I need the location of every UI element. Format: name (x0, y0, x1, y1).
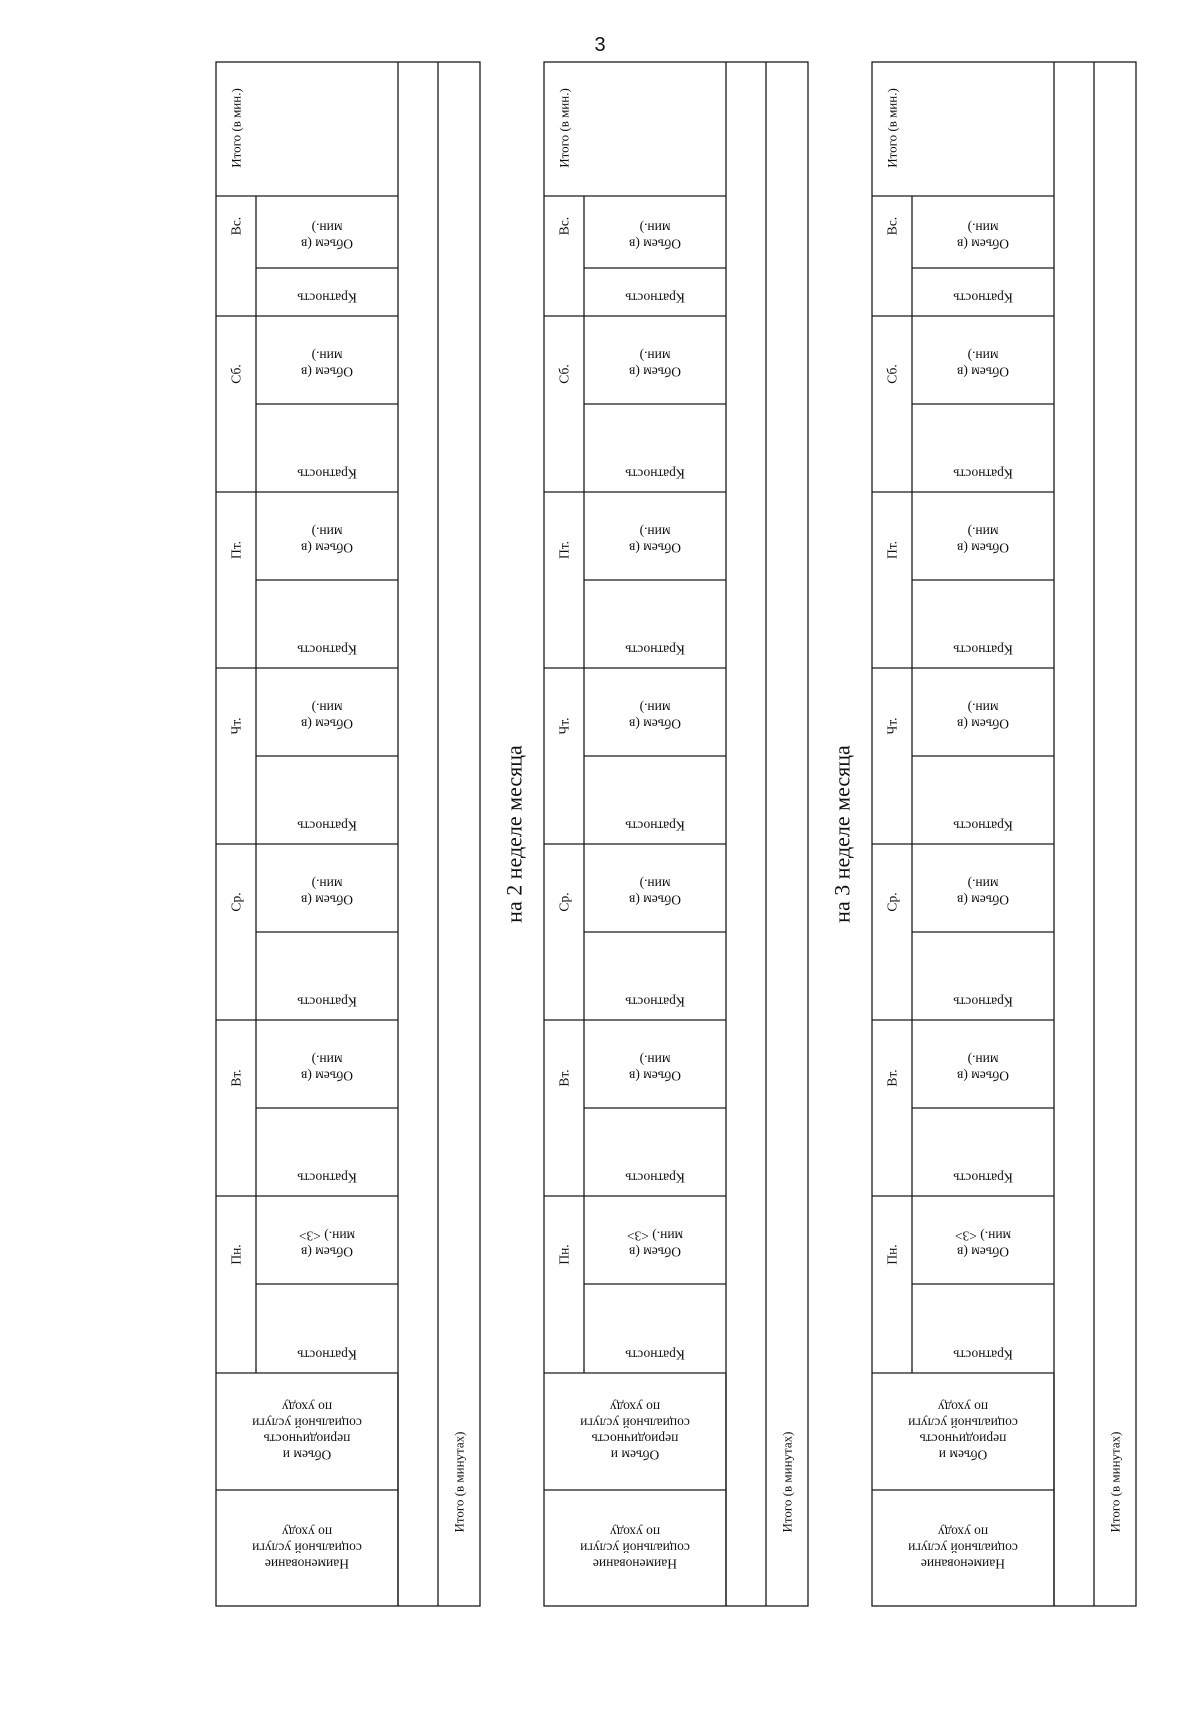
day-label-2 (229, 892, 244, 911)
svg-text:мин.): мин.) (311, 700, 343, 716)
svg-text:мин.): мин.) (639, 220, 671, 236)
svg-text:Вс.: Вс. (556, 216, 572, 236)
svg-text:социальной услуги: социальной услуги (580, 1540, 690, 1556)
svg-text:социальной услуги: социальной услуги (908, 1540, 1018, 1556)
frequency-header-5 (625, 467, 685, 482)
day-label-0 (885, 1244, 900, 1264)
day-label-1 (557, 1069, 572, 1086)
svg-text:Кратность: Кратность (297, 818, 357, 834)
svg-text:Итого (в мин.): Итого (в мин.) (884, 88, 900, 168)
volume-header-2 (957, 877, 1009, 908)
svg-text:Объем (в: Объем (в (300, 716, 354, 732)
svg-text:Ср.: Ср. (884, 892, 900, 912)
frequency-header-0 (625, 1348, 685, 1363)
frequency-header-1 (625, 1171, 685, 1186)
volume-header-4 (629, 525, 681, 556)
frequency-header-2 (625, 995, 685, 1010)
volume-header-1 (957, 1053, 1009, 1084)
svg-text:Кратность: Кратность (953, 1170, 1013, 1186)
day-label-6 (557, 217, 572, 235)
svg-text:мин.): мин.) (639, 1052, 671, 1068)
svg-text:Объем (в: Объем (в (300, 364, 354, 380)
day-label-6 (229, 217, 244, 235)
frequency-header-6 (625, 291, 685, 306)
svg-text:Наименование: Наименование (592, 1556, 678, 1572)
frequency-header-4 (625, 643, 685, 658)
frequency-header-3 (625, 819, 685, 834)
volume-header-1 (301, 1053, 353, 1084)
day-label-1 (229, 1069, 244, 1086)
total-minutes-header (452, 1432, 467, 1533)
volume-header-2 (301, 877, 353, 908)
day-label-6 (885, 217, 900, 235)
svg-text:Объем (в: Объем (в (300, 892, 354, 908)
frequency-header-2 (297, 995, 357, 1010)
svg-text:мин.): мин.) (967, 1052, 999, 1068)
svg-text:Чт.: Чт. (884, 717, 900, 735)
svg-text:Чт.: Чт. (556, 717, 572, 735)
svg-text:Объем и: Объем и (610, 1447, 660, 1463)
day-label-0 (229, 1244, 244, 1264)
svg-text:Кратность: Кратность (297, 290, 357, 306)
svg-text:по уходу: по уходу (937, 1399, 989, 1415)
svg-text:Итого (в минутах): Итого (в минутах) (1107, 1431, 1123, 1533)
frequency-header-4 (953, 643, 1013, 658)
svg-text:Объем (в: Объем (в (628, 892, 682, 908)
svg-text:Объем (в: Объем (в (628, 716, 682, 732)
total-minutes-header (1108, 1432, 1123, 1533)
svg-text:Чт.: Чт. (228, 717, 244, 735)
svg-text:Объем (в: Объем (в (956, 364, 1010, 380)
svg-text:по уходу: по уходу (281, 1399, 333, 1415)
svg-text:по уходу: по уходу (609, 1524, 661, 1540)
day-label-4 (229, 541, 244, 559)
svg-text:мин.): мин.) (311, 1052, 343, 1068)
day-label-2 (885, 892, 900, 911)
svg-text:Ср.: Ср. (228, 892, 244, 912)
volume-header-1 (629, 1053, 681, 1084)
svg-text:Объем (в: Объем (в (300, 1244, 354, 1260)
svg-text:мин.): мин.) (639, 876, 671, 892)
day-label-5 (557, 364, 572, 383)
frequency-header-0 (953, 1348, 1013, 1363)
volume-header-4 (301, 525, 353, 556)
svg-text:по уходу: по уходу (937, 1524, 989, 1540)
frequency-header-6 (953, 291, 1013, 306)
svg-text:мин.) <3>: мин.) <3> (954, 1228, 1012, 1244)
day-label-2 (557, 892, 572, 911)
volume-header-0 (627, 1229, 683, 1260)
svg-text:мин.): мин.) (639, 524, 671, 540)
svg-text:Пн.: Пн. (228, 1244, 244, 1265)
volume-periodicity-header (908, 1400, 1018, 1463)
svg-text:Объем (в: Объем (в (628, 1244, 682, 1260)
svg-text:Объем (в: Объем (в (300, 236, 354, 252)
svg-text:Пн.: Пн. (884, 1244, 900, 1265)
frequency-header-1 (953, 1171, 1013, 1186)
svg-text:Итого (в мин.): Итого (в мин.) (556, 88, 572, 168)
service-name-header (252, 1525, 362, 1572)
svg-text:Сб.: Сб. (228, 364, 244, 384)
svg-text:Кратность: Кратность (953, 290, 1013, 306)
svg-text:мин.): мин.) (311, 348, 343, 364)
volume-header-5 (629, 349, 681, 380)
svg-text:периодичность: периодичность (919, 1431, 1007, 1447)
svg-text:Кратность: Кратность (297, 994, 357, 1010)
svg-text:Кратность: Кратность (297, 1347, 357, 1363)
svg-text:Объем и: Объем и (938, 1447, 988, 1463)
week-caption-text: на 2 неделе месяца (501, 745, 527, 923)
day-label-1 (885, 1069, 900, 1086)
day-label-0 (557, 1244, 572, 1264)
svg-text:Вс.: Вс. (228, 216, 244, 236)
volume-header-3 (301, 701, 353, 732)
total-min-header (229, 88, 244, 168)
svg-text:Кратность: Кратность (953, 994, 1013, 1010)
svg-text:Кратность: Кратность (625, 818, 685, 834)
svg-text:периодичность: периодичность (591, 1431, 679, 1447)
frequency-header-2 (953, 995, 1013, 1010)
week-2-table (544, 62, 808, 1606)
svg-text:мин.): мин.) (967, 220, 999, 236)
day-label-3 (229, 717, 244, 734)
svg-text:мин.): мин.) (967, 348, 999, 364)
volume-header-2 (629, 877, 681, 908)
svg-text:Объем (в: Объем (в (628, 1068, 682, 1084)
svg-text:Кратность: Кратность (625, 642, 685, 658)
total-min-header (557, 88, 572, 168)
svg-text:мин.): мин.) (311, 524, 343, 540)
total-minutes-header (780, 1432, 795, 1533)
total-min-header (885, 88, 900, 168)
svg-text:Пн.: Пн. (556, 1244, 572, 1265)
svg-text:Объем (в: Объем (в (956, 1244, 1010, 1260)
svg-text:Вс.: Вс. (884, 216, 900, 236)
svg-text:Кратность: Кратность (953, 466, 1013, 482)
svg-text:Объем (в: Объем (в (956, 540, 1010, 556)
frequency-header-4 (297, 643, 357, 658)
svg-text:мин.) <3>: мин.) <3> (626, 1228, 684, 1244)
svg-text:Кратность: Кратность (953, 818, 1013, 834)
svg-text:социальной услуги: социальной услуги (252, 1415, 362, 1431)
svg-text:Кратность: Кратность (297, 466, 357, 482)
svg-text:Объем (в: Объем (в (628, 540, 682, 556)
svg-text:Кратность: Кратность (297, 642, 357, 658)
svg-text:Объем (в: Объем (в (628, 364, 682, 380)
svg-text:Объем и: Объем и (282, 1447, 332, 1463)
svg-text:Объем (в: Объем (в (300, 540, 354, 556)
svg-text:Пт.: Пт. (556, 540, 572, 560)
frequency-header-6 (297, 291, 357, 306)
svg-text:Кратность: Кратность (625, 1170, 685, 1186)
svg-text:мин.): мин.) (311, 220, 343, 236)
svg-text:Кратность: Кратность (625, 290, 685, 306)
frequency-header-1 (297, 1171, 357, 1186)
svg-text:Кратность: Кратность (953, 642, 1013, 658)
svg-text:мин.): мин.) (967, 700, 999, 716)
volume-header-4 (957, 525, 1009, 556)
svg-text:мин.): мин.) (311, 876, 343, 892)
volume-header-3 (629, 701, 681, 732)
svg-text:Вт.: Вт. (884, 1069, 900, 1087)
svg-text:социальной услуги: социальной услуги (252, 1540, 362, 1556)
svg-text:Кратность: Кратность (625, 994, 685, 1010)
svg-text:Кратность: Кратность (625, 466, 685, 482)
frequency-header-3 (953, 819, 1013, 834)
volume-periodicity-header (252, 1400, 362, 1463)
svg-text:мин.): мин.) (967, 524, 999, 540)
svg-text:Наименование: Наименование (264, 1556, 350, 1572)
svg-text:Итого (в мин.): Итого (в мин.) (228, 88, 244, 168)
svg-text:по уходу: по уходу (609, 1399, 661, 1415)
week-2-caption (494, 62, 534, 1606)
svg-text:Вт.: Вт. (556, 1069, 572, 1087)
day-label-3 (557, 717, 572, 734)
day-label-5 (229, 364, 244, 383)
svg-text:Сб.: Сб. (884, 364, 900, 384)
day-label-3 (885, 717, 900, 734)
frequency-header-3 (297, 819, 357, 834)
svg-text:мин.): мин.) (639, 348, 671, 364)
svg-text:мин.): мин.) (639, 700, 671, 716)
svg-text:Наименование: Наименование (920, 1556, 1006, 1572)
svg-text:социальной услуги: социальной услуги (908, 1415, 1018, 1431)
svg-text:Объем (в: Объем (в (956, 1068, 1010, 1084)
week-3-caption (822, 62, 862, 1606)
week-1-table (216, 62, 480, 1606)
service-name-header (908, 1525, 1018, 1572)
svg-text:Кратность: Кратность (625, 1347, 685, 1363)
day-label-4 (885, 541, 900, 559)
svg-text:мин.) <3>: мин.) <3> (298, 1228, 356, 1244)
frequency-header-0 (297, 1348, 357, 1363)
volume-header-6 (629, 221, 681, 252)
volume-header-6 (957, 221, 1009, 252)
volume-header-5 (957, 349, 1009, 380)
svg-text:социальной услуги: социальной услуги (580, 1415, 690, 1431)
svg-text:Итого (в минутах): Итого (в минутах) (451, 1431, 467, 1533)
svg-text:Объем (в: Объем (в (956, 236, 1010, 252)
svg-text:Итого (в минутах): Итого (в минутах) (779, 1431, 795, 1533)
svg-text:Вт.: Вт. (228, 1069, 244, 1087)
volume-periodicity-header (580, 1400, 690, 1463)
volume-header-5 (301, 349, 353, 380)
svg-text:по уходу: по уходу (281, 1524, 333, 1540)
svg-text:Объем (в: Объем (в (956, 892, 1010, 908)
day-label-4 (557, 541, 572, 559)
volume-header-3 (957, 701, 1009, 732)
page-number: 3 (594, 34, 606, 56)
svg-text:периодичность: периодичность (263, 1431, 351, 1447)
service-name-header (580, 1525, 690, 1572)
svg-text:Ср.: Ср. (556, 892, 572, 912)
svg-text:мин.): мин.) (967, 876, 999, 892)
svg-text:Объем (в: Объем (в (956, 716, 1010, 732)
svg-text:Пт.: Пт. (228, 540, 244, 560)
frequency-header-5 (297, 467, 357, 482)
svg-text:Кратность: Кратность (297, 1170, 357, 1186)
week-3-table (872, 62, 1136, 1606)
volume-header-0 (955, 1229, 1011, 1260)
svg-text:Объем (в: Объем (в (628, 236, 682, 252)
week-caption-text: на 3 неделе месяца (829, 745, 855, 923)
day-label-5 (885, 364, 900, 383)
svg-text:Объем (в: Объем (в (300, 1068, 354, 1084)
svg-text:Кратность: Кратность (953, 1347, 1013, 1363)
frequency-header-5 (953, 467, 1013, 482)
svg-text:Пт.: Пт. (884, 540, 900, 560)
volume-header-0 (299, 1229, 355, 1260)
svg-text:Сб.: Сб. (556, 364, 572, 384)
volume-header-6 (301, 221, 353, 252)
